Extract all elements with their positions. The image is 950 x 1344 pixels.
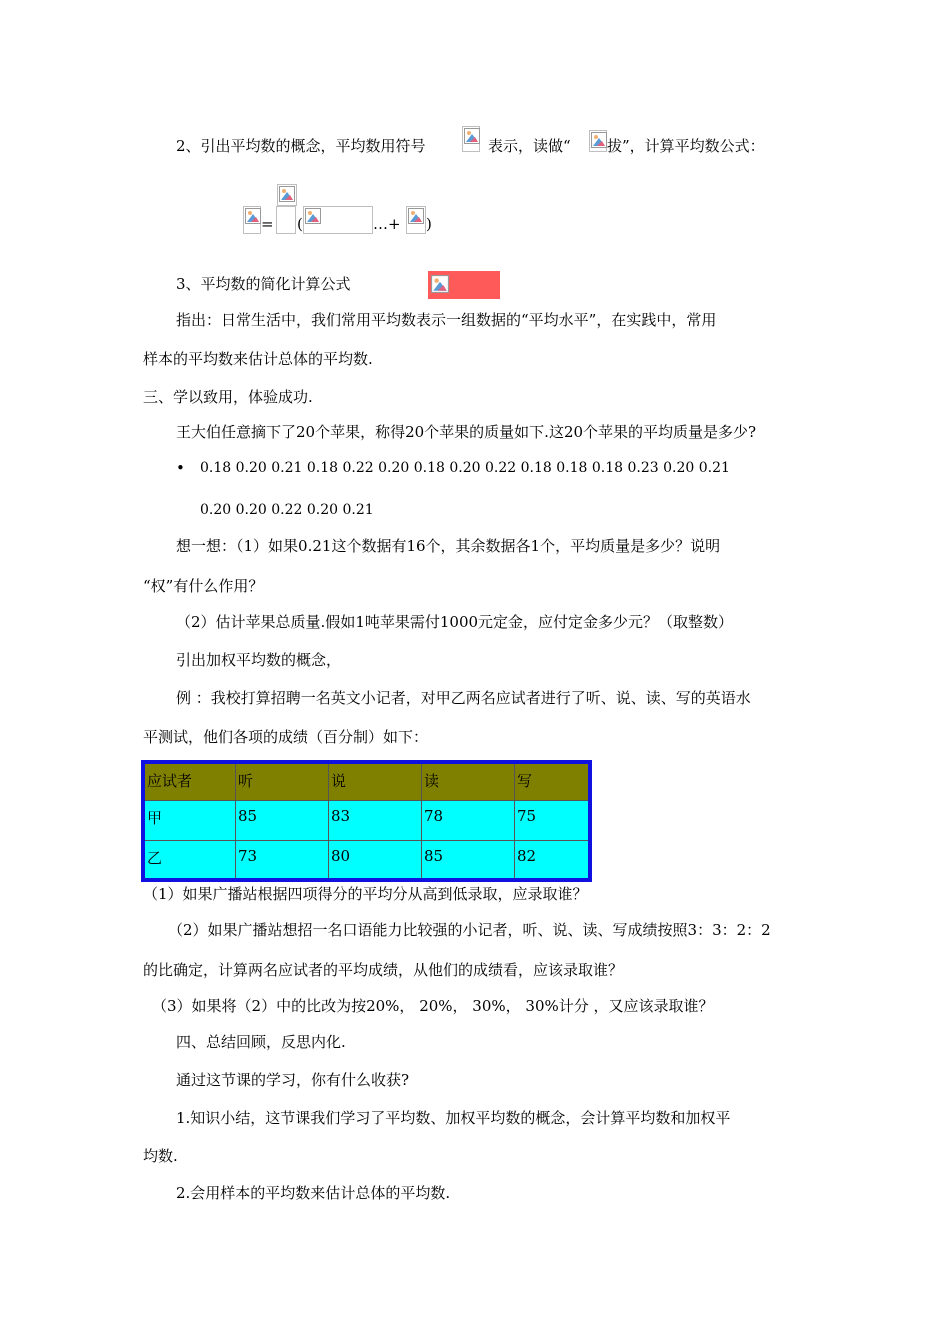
data-line-2: 0.20 0.20 0.22 0.20 0.21: [200, 502, 374, 518]
table-header-row: [143, 762, 590, 800]
table-cell: 甲: [143, 800, 236, 840]
simplified-formula-image-icon: [428, 271, 500, 299]
table-cell: 82: [515, 840, 591, 880]
section2-text-b: 表示，读做“: [488, 137, 571, 155]
formula-equals: =: [261, 215, 274, 233]
part4-title: 四、总结回顾，反思内化.: [176, 1033, 346, 1051]
formula-xn-icon: [406, 206, 426, 234]
formula-fraction-top-icon: [277, 184, 297, 206]
question-2-line2: 的比确定，计算两名应试者的平均成绩，从他们的成绩看，应该录取谁？: [143, 961, 624, 979]
x-bar-image-icon: [589, 130, 607, 152]
broken-image-icon: [591, 132, 607, 148]
problem-intro: 王大伯任意摘下了20个苹果，称得20个苹果的质量如下.这20个苹果的平均质量是多少?: [176, 423, 757, 441]
broken-image-icon: [464, 128, 480, 144]
section3-text: 3、平均数的简化计算公式: [176, 275, 351, 293]
broken-image-icon: [408, 208, 424, 224]
summary-1-line2: 均数.: [143, 1147, 178, 1165]
weighted-mean-intro: 引出加权平均数的概念，: [176, 651, 342, 669]
table-header-cell: 应试者: [143, 762, 236, 800]
table-header-cell: 写: [515, 762, 591, 800]
table-cell: 80: [329, 840, 422, 880]
question-3: （3）如果将（2）中的比改为按20%， 20%， 30%， 30%计分 ，又应该录取谁？: [152, 997, 714, 1015]
note-line2: 样本的平均数来估计总体的平均数.: [143, 350, 373, 368]
formula-close-paren: ): [426, 215, 432, 233]
broken-image-icon: [305, 208, 321, 224]
data-line-1: 0.18 0.20 0.21 0.18 0.22 0.20 0.18 0.20 0.22 0.18 0.18 0.18 0.23 0.20 0.21: [200, 460, 730, 476]
table-cell: 75: [515, 800, 591, 840]
mean-symbol-image-icon: [462, 126, 480, 152]
part4-prompt: 通过这节课的学习，你有什么收获?: [176, 1071, 410, 1089]
table-cell: 85: [422, 840, 515, 880]
section2-text-c: 拔”，计算平均数公式：: [607, 137, 765, 155]
table-cell: 78: [422, 800, 515, 840]
table-cell: 85: [236, 800, 329, 840]
scores-table: [141, 760, 592, 882]
question-1: （1）如果广播站根据四项得分的平均分从高到低录取，应录取谁？: [143, 885, 588, 903]
summary-2: 2.会用样本的平均数来估计总体的平均数.: [176, 1184, 451, 1202]
formula-x1-icon: [303, 206, 373, 234]
table-cell: 83: [329, 800, 422, 840]
formula-xbar-icon: [243, 206, 261, 234]
table-cell: 73: [236, 840, 329, 880]
table-cell: 乙: [143, 840, 236, 880]
example-line2: 平测试，他们各项的成绩（百分制）如下：: [143, 728, 429, 746]
summary-1-line1: 1.知识小结，这节课我们学习了平均数、加权平均数的概念，会计算平均数和加权平: [176, 1109, 731, 1127]
table-header-cell: 读: [422, 762, 515, 800]
think-line1: 想一想：（1）如果0.21这个数据有16个，其余数据各1个，平均质量是多少？说明: [176, 537, 721, 555]
think-line2: “权”有什么作用？: [143, 577, 264, 595]
note-line1: 指出：日常生活中，我们常用平均数表示一组数据的“平均水平”，在实践中，常用: [176, 311, 717, 329]
formula-ellipsis-plus: …+: [373, 215, 401, 233]
broken-image-icon: [245, 208, 261, 224]
think-q2: （2）估计苹果总质量.假如1吨苹果需付1000元定金，应付定金多少元？（取整数）: [176, 613, 734, 631]
bullet-marker: •: [176, 459, 185, 477]
table-row: [143, 800, 590, 840]
formula-fraction-bottom: [276, 206, 296, 234]
part3-title: 三、学以致用，体验成功.: [143, 388, 313, 406]
table-header-cell: 说: [329, 762, 422, 800]
table-header-cell: 听: [236, 762, 329, 800]
broken-image-icon: [431, 275, 449, 293]
question-2-line1: （2）如果广播站想招一名口语能力比较强的小记者，听、说、读、写成绩按照3：3：2：2: [168, 921, 771, 939]
table-row: [143, 840, 590, 880]
example-line1: 例 ：我校打算招聘一名英文小记者，对甲乙两名应试者进行了听、说、读、写的英语水: [176, 689, 751, 707]
section2-text-a: 2、引出平均数的概念，平均数用符号: [176, 137, 426, 155]
formula-open-paren: (: [297, 215, 303, 233]
broken-image-icon: [279, 186, 295, 202]
